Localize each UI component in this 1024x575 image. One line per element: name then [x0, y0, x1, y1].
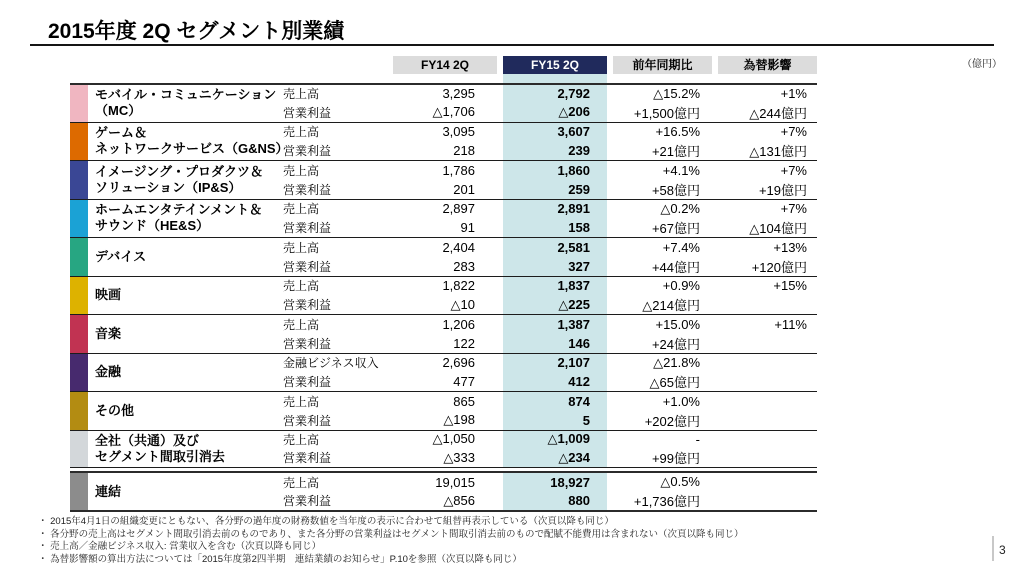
footnote-line: ・ 各分野の売上高はセグメント間取引消去前のものであり、また各分野の営業利益はセグメント間取引消去前のもので配賦不能費用は含まれない（次頁以降も同じ）: [38, 528, 744, 540]
metric-label: 売上高: [283, 475, 320, 490]
segment-name: [95, 354, 283, 392]
segment-color-bar: [70, 277, 88, 315]
fy15-value: 874: [503, 392, 607, 411]
segment-name-line1: デバイス: [95, 248, 147, 264]
yoy-value: +1,500億円: [633, 105, 700, 121]
yoy-value: +1.0%: [662, 393, 700, 409]
fx-value: [718, 295, 817, 314]
segment-name-line2: （MC）: [95, 103, 142, 119]
fx-value: [718, 491, 817, 510]
segment-color-bar: [70, 200, 88, 238]
segment-name-line2: セグメント間取引消去: [95, 448, 225, 464]
fx-value: [718, 354, 817, 373]
table-header-row: [70, 56, 817, 74]
fy15-value: 239: [503, 141, 607, 160]
fx-value: +7%: [780, 124, 807, 140]
table-row-mc: [70, 83, 817, 122]
page-title: 2015年度 2Q セグメント別業績: [48, 20, 345, 43]
fy14-value: △333: [443, 449, 475, 465]
table-body: [70, 83, 817, 512]
fy14-value: 2,404: [442, 239, 475, 255]
fy15-value: 1,837: [503, 277, 607, 296]
yoy-value: +1,736億円: [633, 494, 700, 509]
metric-label: 営業利益: [283, 221, 332, 235]
fx-value: +7%: [780, 162, 807, 178]
segment-name-line1: ホームエンタテインメント＆: [95, 202, 263, 218]
fy15-value: 2,891: [503, 200, 607, 219]
fy14-value: △1,050: [432, 431, 475, 447]
fx-value: [718, 448, 817, 467]
footnote-line: ・ 為替影響額の算出方法については「2015年度第2四半期 連結業績のお知らせ」P.10を参照（次頁以降も同じ）: [38, 553, 522, 565]
segment-color-bar: [70, 238, 88, 276]
segment-name-line1: その他: [95, 402, 135, 418]
yoy-value: +0.9%: [662, 278, 700, 294]
segment-name-line1: 全社（共通）及び: [95, 432, 200, 448]
segment-color-bar: [70, 354, 88, 392]
fy15-value: 880: [503, 491, 607, 510]
fy14-value: 218: [453, 143, 475, 158]
metric-label: 売上高: [283, 125, 320, 140]
fy14-value: △10: [450, 296, 475, 312]
yoy-value: +4.1%: [662, 162, 700, 178]
metric-label: 営業利益: [283, 494, 332, 508]
fy15-value: 3,607: [503, 123, 607, 142]
table-row-devices: [70, 237, 817, 276]
segment-color-bar: [70, 315, 88, 353]
footnotes: [38, 516, 743, 566]
yoy-value: +15.0%: [655, 316, 700, 332]
segment-name-line1: モバイル・コミュニケーション: [95, 87, 277, 103]
fy15-value: 2,792: [503, 85, 607, 103]
segment-name: [95, 315, 283, 353]
unit-label: （億円）: [962, 59, 1002, 70]
metric-label: 営業利益: [283, 375, 332, 389]
table-row-consolidated: [70, 471, 817, 512]
fy15-value: 1,387: [503, 315, 607, 334]
table-row-music: [70, 314, 817, 353]
metric-label: 売上高: [283, 432, 320, 447]
fy15-value: 412: [503, 372, 607, 391]
fy14-value: 91: [460, 220, 475, 235]
fy14-value: 122: [453, 335, 475, 351]
fy15-value: 259: [503, 180, 607, 199]
fy15-value: 2,107: [503, 354, 607, 373]
segment-name: [95, 85, 283, 122]
fy15-value: 2,581: [503, 238, 607, 257]
table-row-financial: [70, 353, 817, 392]
fy14-value: 283: [453, 258, 475, 274]
segment-name: [95, 161, 283, 199]
segment-color-bar: [70, 431, 88, 468]
title-underline: [30, 44, 994, 46]
metric-label: 売上高: [283, 163, 320, 178]
yoy-value: △0.2%: [660, 200, 700, 216]
fy15-value: 1,860: [503, 161, 607, 180]
fx-value: △244億円: [749, 105, 807, 121]
col-header-fy14: FY14 2Q: [393, 56, 497, 74]
segment-color-bar: [70, 123, 88, 161]
fy14-value: 1,206: [442, 316, 475, 332]
yoy-value: +24億円: [651, 336, 700, 352]
metric-label: 売上高: [283, 317, 320, 332]
segment-name-line2: ネットワークサービス（G&NS）: [95, 141, 289, 157]
segment-color-bar: [70, 161, 88, 199]
footnote-line: ・ 2015年4月1日の組織変更にともない、各分野の過年度の財務数値を当年度の表示に合わせて組替再表示している（次頁以降も同じ）: [38, 516, 614, 527]
fy14-value: 19,015: [435, 474, 475, 490]
fy15-value: 158: [503, 218, 607, 237]
fy14-value: 477: [453, 374, 475, 389]
fx-value: +15%: [773, 278, 807, 294]
fx-value: +11%: [774, 316, 807, 332]
fy15-value: △1,009: [503, 431, 607, 449]
segment-name: [95, 123, 289, 161]
fx-value: +19億円: [758, 182, 807, 198]
segment-color-bar: [70, 85, 88, 122]
segment-name: [95, 200, 283, 238]
fy14-value: △856: [443, 492, 475, 508]
fx-value: +120億円: [751, 259, 807, 275]
fx-value: [718, 473, 817, 491]
yoy-value: △214億円: [642, 298, 700, 313]
fy14-value: 2,897: [442, 201, 475, 217]
segment-name-line1: 連結: [95, 483, 122, 499]
fy15-value: 146: [503, 334, 607, 353]
fx-value: +1%: [780, 86, 807, 102]
yoy-value: △65億円: [649, 375, 700, 390]
metric-label: 売上高: [283, 87, 320, 102]
yoy-value: +16.5%: [655, 124, 700, 140]
fy15-value: 18,927: [503, 473, 607, 491]
yoy-value: △15.2%: [653, 85, 700, 101]
fy15-value: △234: [503, 448, 607, 467]
segment-name-line1: 金融: [95, 364, 122, 380]
segment-name: [95, 277, 283, 315]
yoy-value: △21.8%: [653, 354, 700, 370]
fx-value: [718, 431, 817, 449]
segment-name: [95, 473, 283, 510]
fy14-value: △1,706: [432, 104, 475, 119]
segment-color-bar: [70, 392, 88, 430]
fy15-value: △225: [503, 295, 607, 314]
fx-value: [718, 334, 817, 353]
fy14-value: 201: [453, 181, 475, 197]
fx-value: [718, 392, 817, 411]
segment-name-line1: 音楽: [95, 325, 122, 341]
fy14-value: 2,696: [442, 355, 475, 371]
page-number-divider: [992, 536, 994, 561]
segment-name: [95, 431, 283, 468]
segment-name-line1: 映画: [95, 287, 122, 303]
fy14-value: 1,822: [442, 278, 475, 294]
fy14-value: 3,095: [442, 124, 475, 140]
footnote-line: ・ 売上高／金融ビジネス収入: 営業収入を含む（次頁以降も同じ）: [38, 541, 322, 553]
yoy-value: +21億円: [651, 144, 700, 159]
metric-label: 営業利益: [283, 144, 332, 158]
table-row-allcorporate: [70, 430, 817, 469]
metric-label: 金融ビジネス収入: [283, 356, 379, 371]
yoy-value: -: [695, 431, 700, 447]
page-number: 3: [999, 543, 1006, 557]
metric-label: 売上高: [283, 240, 320, 255]
metric-label: 営業利益: [283, 413, 332, 428]
table-row-other: [70, 391, 817, 430]
col-header-fx: 為替影響: [718, 56, 817, 74]
fy14-value: 865: [453, 393, 475, 409]
fy15-value: 5: [503, 411, 607, 430]
segment-name-line1: ゲーム＆: [95, 125, 148, 141]
yoy-value: +67億円: [651, 221, 700, 236]
metric-label: 売上高: [283, 394, 320, 409]
metric-label: 売上高: [283, 279, 320, 294]
yoy-value: +7.4%: [662, 239, 700, 255]
metric-label: 売上高: [283, 202, 320, 217]
fy14-value: 3,295: [442, 86, 475, 102]
col-header-yoy: 前年同期比: [613, 56, 712, 74]
yoy-value: +99億円: [651, 451, 700, 466]
table-row-pictures: [70, 276, 817, 315]
segment-name-line1: イメージング・プロダクツ＆: [95, 163, 264, 179]
segment-name: [95, 238, 283, 276]
fy14-value: 1,786: [442, 162, 475, 178]
yoy-value: +202億円: [644, 413, 700, 429]
metric-label: 営業利益: [283, 259, 332, 274]
fx-value: [718, 411, 817, 430]
col-header-fy15: FY15 2Q: [503, 56, 607, 74]
fx-value: +7%: [780, 201, 807, 217]
metric-label: 営業利益: [283, 298, 332, 312]
fy15-value: △206: [503, 103, 607, 122]
fx-value: △104億円: [749, 221, 807, 236]
fy15-value: 327: [503, 257, 607, 276]
table-row-ips: [70, 160, 817, 199]
fy15-column-highlight: [503, 74, 607, 83]
fy14-value: △198: [443, 412, 475, 427]
fx-value: [718, 372, 817, 391]
metric-label: 営業利益: [283, 105, 332, 120]
fx-value: +13%: [773, 239, 807, 255]
segment-name-line2: サウンド（HE&S）: [95, 218, 210, 234]
table-row-gns: [70, 122, 817, 161]
metric-label: 営業利益: [283, 336, 332, 351]
segment-color-bar: [70, 473, 88, 510]
fx-value: △131億円: [749, 144, 807, 159]
segment-results-table: [70, 56, 817, 509]
yoy-value: +58億円: [651, 182, 700, 198]
metric-label: 営業利益: [283, 451, 332, 465]
table-row-hes: [70, 199, 817, 238]
segment-name-line2: ソリューション（IP&S）: [95, 179, 242, 195]
yoy-value: +44億円: [651, 259, 700, 275]
yoy-value: △0.5%: [660, 474, 700, 489]
metric-label: 営業利益: [283, 182, 332, 197]
segment-name: [95, 392, 283, 430]
